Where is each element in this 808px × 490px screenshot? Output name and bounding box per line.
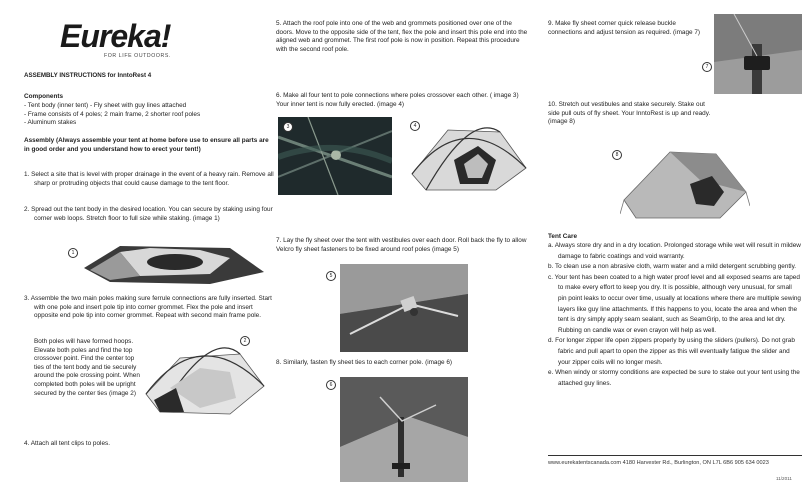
- image-number-7: 7: [702, 62, 712, 72]
- list-item: b. To clean use a non abrasive cloth, warm water and a mild detergent scrubbing gently.: [548, 263, 797, 271]
- image-number-3: 3: [283, 122, 293, 132]
- components-heading: Components: [24, 93, 64, 100]
- list-item: - Aluminum stakes: [24, 119, 77, 127]
- list-item: - Frame consists of 4 poles; 2 main frame, 2 shorter roof poles: [24, 110, 201, 118]
- list-item: a. Always store dry and in a dry location. Prolonged storage while wet will result in mildew damage to fabric coatings and void warranty.: [548, 242, 801, 260]
- step-8: 8. Similarly, fasten fly sheet ties to each corner pole. (image 6): [276, 359, 453, 366]
- tent-care-heading: Tent Care: [548, 233, 578, 240]
- document-title: ASSEMBLY INSTRUCTIONS for InntoRest 4: [24, 72, 152, 79]
- step-4: 4. Attach all tent clips to poles.: [24, 440, 110, 447]
- step-3-continued: Both poles will have formed hoops. Elevate both poles and find the top crossover point. Find the center top ties of the tent body and tie securely around the pole crossing point. When completed both poles will be upright secured by the center ties (image 2): [34, 338, 140, 397]
- image-number-8: 8: [612, 150, 622, 160]
- step-5: 5. Attach the roof pole into one of the web and grommets positioned over one of the doors. Move to the opposite side of the tent, flex the pole and insert this pole end into the aligned web and grommet. The first roof pole is now in position. Repeat this procedure with the second roof pole.: [276, 20, 528, 53]
- step-7: 7. Lay the fly sheet over the tent with vestibules over each door. Roll back the fly to allow Velcro fly sheet fasteners to be fixed around roof poles (image 5): [276, 237, 527, 253]
- image-number-5: 5: [326, 271, 336, 281]
- footer-contact: www.eurekatentscanada.com 4180 Harvester Rd., Burlington, ON L7L 6B6 905 634 0023: [548, 460, 769, 466]
- list-item: c. Your tent has been coated to a high water proof level and all exposed seams are taped to make every effort to keep you dry. It is possible, although very unusual, for small pin point leaks to occur over time, usually at locations where there are multiple sewing layers like guy line attachments. If this happens to you, locate the area and when the tent is dry simply apply seam sealant, such as SeamGrip, to the area and let dry. Rubbing on candle wax or even crayon will help as well.: [548, 273, 801, 334]
- image-5-velcro-fasteners: [340, 264, 468, 352]
- tent-care-list: [548, 241, 802, 389]
- assembly-warning: Assembly (Always assemble your tent at home before use to ensure all parts are in good order and you understand how to erect your tent!): [24, 137, 269, 153]
- list-item: d. For longer zipper life open zippers properly by using the sliders (pullers). Do not grab fabric and pull apart to open the zipper as this will eventually fatigue the slider and your zipper coils will no longer mesh.: [548, 337, 795, 366]
- image-number-4: 4: [410, 121, 420, 131]
- step-2: 2. Spread out the tent body in the desired location. You can secure by staking using four corner web loops. Stretch floor to full size while staking. (image 1): [24, 206, 273, 222]
- step-6: 6. Make all four tent to pole connections where poles crossover each other. ( image 3) Your inner tent is now fully erected. (image 4): [276, 92, 519, 108]
- list-item: e. When windy or stormy conditions are expected be sure to stake out your tent using the attached guy lines.: [548, 369, 800, 387]
- image-2-inner-tent-hoops: [140, 328, 270, 420]
- image-1-tent-floor: [80, 240, 268, 286]
- image-8-tent-ready: [620, 140, 750, 226]
- step-9: 9. Make fly sheet corner quick release buckle connections and adjust tension as required. (image 7): [548, 20, 701, 36]
- footer-divider: [548, 455, 802, 456]
- footer-date: 11/2011: [776, 476, 792, 481]
- image-3-pole-crossover: [278, 117, 392, 195]
- step-1: 1. Select a site that is level with proper drainage in the event of a heavy rain. Remove all sharp or protruding objects that could cause damage to the tent floor.: [24, 171, 274, 187]
- image-4-inner-tent-erected: [404, 116, 530, 196]
- image-number-6: 6: [326, 380, 336, 390]
- image-6-corner-pole-ties: [340, 377, 468, 482]
- brand-tagline: FOR LIFE OUTDOORS.: [104, 53, 172, 59]
- image-7-quick-release-buckle: [714, 14, 802, 94]
- step-10: 10. Stretch out vestibules and stake securely. Stake out side pull outs of fly sheet. Your InntoRest is up and ready. (image 8): [548, 101, 711, 126]
- image-number-1: 1: [68, 248, 78, 258]
- list-item: - Tent body (inner tent) - Fly sheet with guy lines attached: [24, 102, 187, 109]
- step-3: 3. Assemble the two main poles making sure ferrule connections are fully inserted. Start with one pole and insert pole tip into corner grommet. Flex the pole and insert opposite end pole tip into corner grommet. Repeat with second main frame pole.: [24, 295, 272, 320]
- components-list: [24, 102, 274, 128]
- image-number-2: 2: [240, 336, 250, 346]
- brand-logo: Eureka!: [60, 18, 171, 54]
